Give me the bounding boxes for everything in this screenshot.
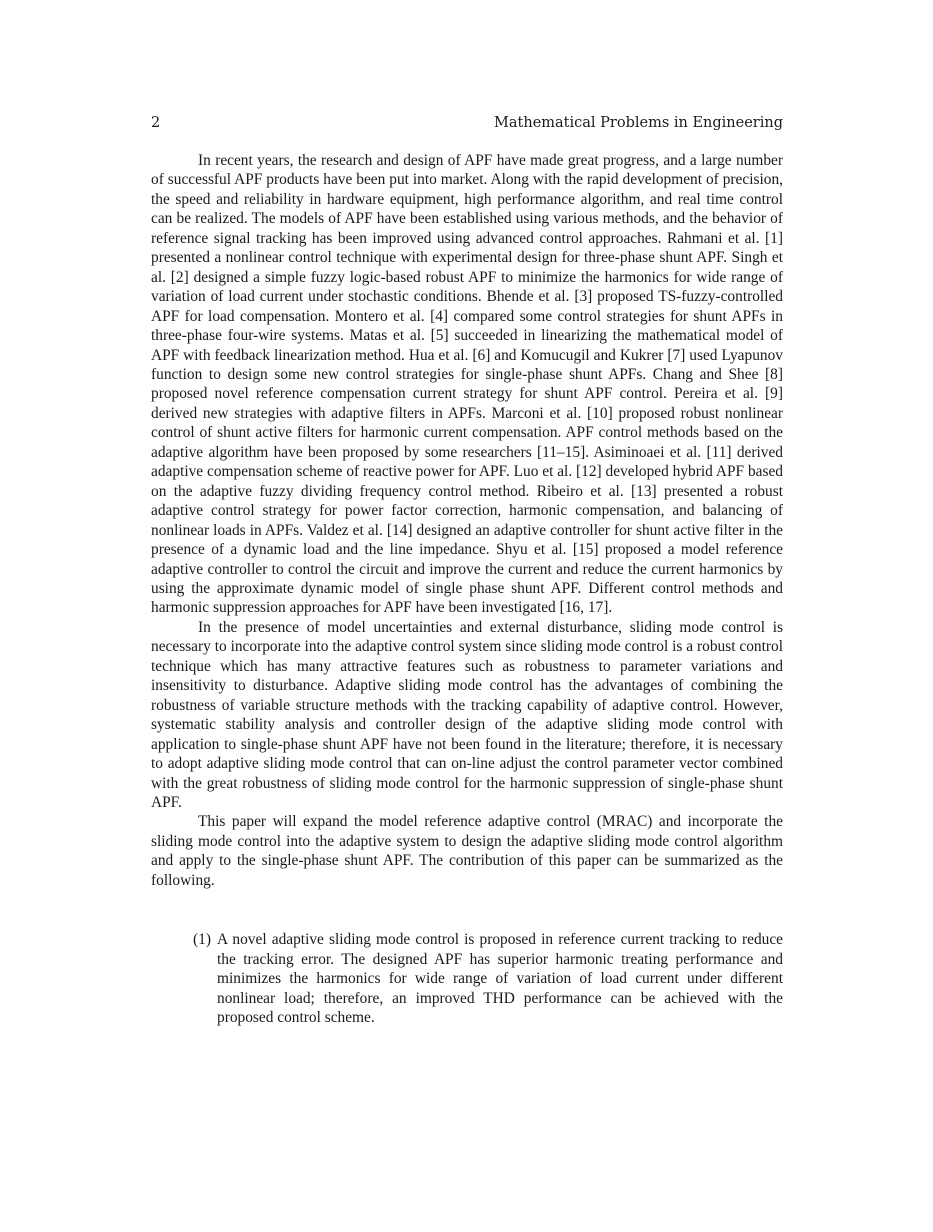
list-item (193, 930, 783, 1027)
body-paragraph-1: In recent years, the research and design of APF have made great progress, and a large number of successful APF products have been put into market. Along with the rapid development of precision, the speed and reliability in hardware equipment, high performance algorithm, and real time control can be realized. The models of APF have been established using various methods, and the behavior of reference signal tracking has been improved using advanced control approaches. Rahmani et al. [1] presented a nonlinear control technique with experimental design for three-phase shunt APF. Singh et al. [2] designed a simple fuzzy logic-based robust APF to minimize the harmonics for wide range of variation of load current under stochastic conditions. Bhende et al. [3] proposed TS-fuzzy-controlled APF for load compensation. Montero et al. [4] compared some control strategies for shunt APFs in three-phase four-wire systems. Matas et al. [5] succeeded in linearizing the mathematical model of APF with feedback linearization method. Hua et al. [6] and Komucugil and Kukrer [7] used Lyapunov function to design some new control strategies for single-phase shunt APFs. Chang and Shee [8] proposed novel reference compensation current strategy for shunt APF control. Pereira et al. [9] derived new strategies with adaptive filters in APFs. Marconi et al. [10] proposed robust nonlinear control of shunt active filters for harmonic current compensation. APF control methods based on the adaptive algorithm have been proposed by some researchers [11–15]. Asiminoaei et al. [11] derived adaptive compensation scheme of reactive power for APF. Luo et al. [12] developed hybrid APF based on the adaptive fuzzy dividing frequency control method. Ribeiro et al. [13] presented a robust adaptive control strategy for power factor correction, harmonic compensation, and balancing of nonlinear loads in APFs. Valdez et al. [14] designed an adaptive controller for shunt active filter in the presence of a dynamic load and the line impedance. Shyu et al. [15] proposed a model reference adaptive controller to control the circuit and improve the current and reduce the current harmonics by using the approximate dynamic model of single phase shunt APF. Different control methods and harmonic suppression approaches for APF have been investigated [16, 17]. (151, 152, 783, 617)
list-marker: (1) (193, 931, 211, 949)
page-number: 2 (151, 115, 161, 131)
paper-page (151, 113, 783, 1027)
body-paragraph-2: In the presence of model uncertainties and external disturbance, sliding mode control is necessary to incorporate into the adaptive control system since sliding mode control is a robust control technique which has many attractive features such as robustness to parameter variations and insensitivity to disturbance. Adaptive sliding mode control has the advantages of combining the robustness of variable structure methods with the tracking capability of adaptive control. However, systematic stability analysis and controller design of the adaptive sliding mode control with application to single-phase shunt APF have not been found in the literature; therefore, it is necessary to adopt adaptive sliding mode control that can on-line adjust the control parameter vector combined with the great robustness of sliding mode control for the harmonic suppression of single-phase shunt APF. (151, 618, 783, 811)
journal-title: Mathematical Problems in Engineering (494, 115, 783, 131)
contribution-list (151, 930, 783, 1027)
running-head (151, 113, 783, 133)
body-paragraph-3: This paper will expand the model reference adaptive control (MRAC) and incorporate the sliding mode control into the adaptive system to design the adaptive sliding mode control algorithm and apply to the single-phase shunt APF. The contribution of this paper can be summarized as the following. (151, 813, 783, 889)
list-item-text: A novel adaptive sliding mode control is proposed in reference current tracking to reduce the tracking error. The designed APF has superior harmonic treating performance and minimizes the harmonics for wide range of variation of load current under different nonlinear load; therefore, an improved THD performance can be achieved with the proposed control scheme. (217, 931, 783, 1027)
